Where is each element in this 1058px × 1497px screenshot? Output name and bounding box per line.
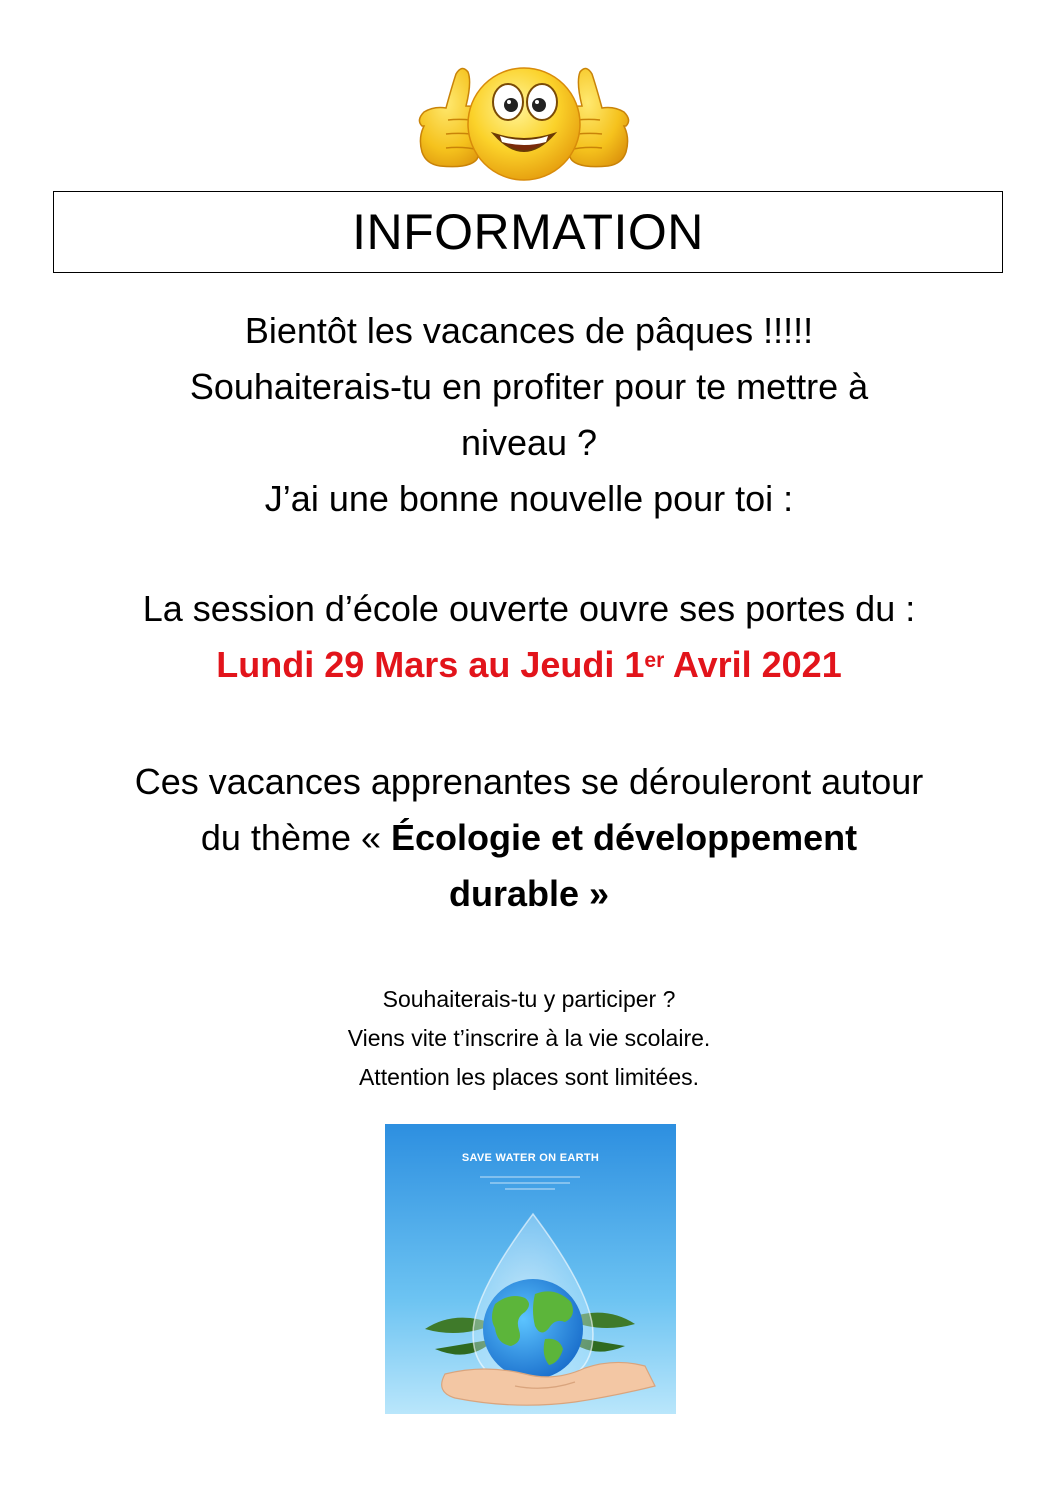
session-dates	[0, 645, 1058, 685]
closing-line-2: Viens vite t’inscrire à la vie scolaire.	[347, 1025, 711, 1051]
earth-in-hands-icon	[385, 1124, 676, 1414]
theme-line-2	[0, 818, 1058, 858]
session-dates-superscript: er	[644, 649, 665, 672]
smiley-face-icon	[468, 68, 580, 180]
theme-line-3: durable »	[448, 873, 610, 914]
session-dates-start: Lundi 29 Mars au Jeudi 1	[216, 644, 645, 685]
session-dates-end: Avril 2021	[664, 644, 842, 685]
theme-name: Écologie et développement	[391, 817, 858, 858]
session-line: La session d’école ouverte ouvre ses portes du :	[142, 588, 916, 629]
theme-prefix: du thème «	[200, 817, 391, 858]
intro-line-4: J’ai une bonne nouvelle pour toi :	[264, 478, 794, 519]
intro-line-2: Souhaiterais-tu en profiter pour te mettre à	[189, 366, 869, 407]
closing-line-3: Attention les places sont limitées.	[358, 1064, 700, 1090]
save-water-poster	[385, 1124, 676, 1414]
intro-line-3: niveau ?	[460, 422, 598, 463]
theme-line-1: Ces vacances apprenantes se dérouleront autour	[134, 761, 924, 802]
closing-line-1: Souhaiterais-tu y participer ?	[382, 986, 676, 1012]
poster-title: SAVE WATER ON EARTH	[461, 1152, 600, 1164]
intro-line-1: Bientôt les vacances de pâques !!!!!	[244, 310, 814, 351]
thumbs-up-smiley-icon	[408, 62, 640, 187]
title-box	[53, 191, 1003, 273]
page-title: INFORMATION	[352, 204, 704, 260]
globe-icon	[483, 1279, 583, 1379]
